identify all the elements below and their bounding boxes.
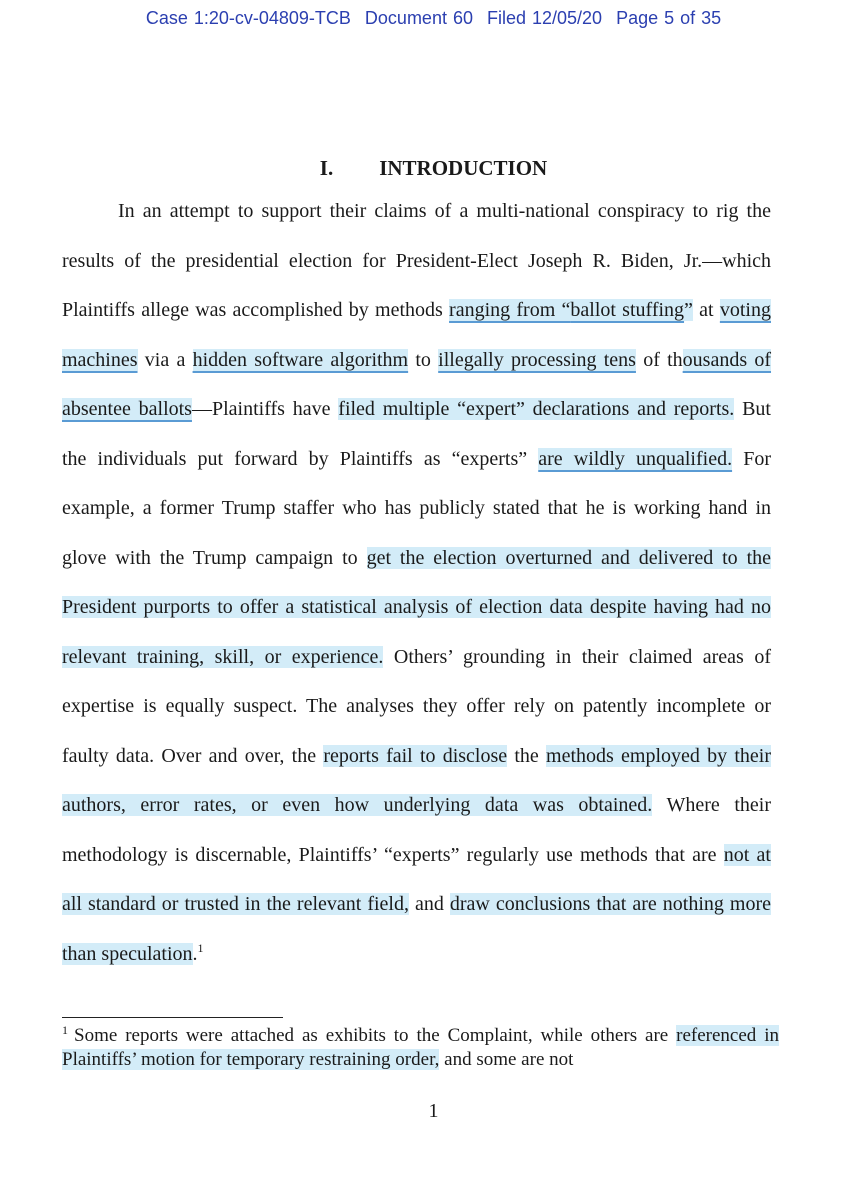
footnote-text: and some are not	[439, 1049, 574, 1070]
highlight[interactable]: methods employed by their authors, error rates, or even how underlying data was obtained.	[62, 744, 771, 816]
footnote	[62, 1024, 779, 1072]
text-run: the	[507, 744, 547, 767]
text-run: .	[192, 942, 198, 965]
text-run: of th	[635, 348, 683, 371]
footnote-highlight[interactable]: referenced in Plaintiffs’ motion for temporary restraining order,	[62, 1025, 779, 1070]
highlight[interactable]: hidden software algorithm	[192, 348, 409, 371]
footnote-marker: 1	[62, 1023, 68, 1037]
filed-date: Filed 12/05/20	[486, 8, 603, 28]
section-number: I.	[319, 156, 334, 180]
highlight-text: ”	[684, 299, 693, 321]
highlight[interactable]: ousands of absentee ballots	[62, 348, 772, 420]
case-number: Case 1:20-cv-04809-TCB	[145, 8, 351, 28]
highlight[interactable]: are wildly unqualified.	[538, 447, 733, 470]
highlight[interactable]: draw conclusions that are nothing more than speculation	[62, 893, 771, 965]
footnote-divider	[62, 1017, 283, 1018]
text-run: Where their methodology is discernable, Plaintiffs’ “experts” regularly use methods that are	[62, 794, 771, 866]
underlined-text: ranging from “	[449, 299, 571, 321]
body-text	[62, 187, 771, 979]
text-run: For example, a former Trump staffer who has publicly stated that he is working hand in glove with the Trump campaign to	[62, 447, 771, 569]
document-number: Document 60	[364, 8, 473, 28]
text-run: to	[408, 348, 439, 371]
intro-paragraph	[62, 187, 771, 979]
text-run: In an attempt to support their claims of a multi-national conspiracy to rig the results of the presidential election for President-Elect Joseph R. Biden, Jr.—which Plaintiffs allege was accomplished by methods	[62, 200, 771, 321]
case-header	[0, 8, 867, 29]
highlight[interactable]: voting machines	[62, 299, 771, 371]
highlight[interactable]: filed multiple “expert” declarations and reports.	[338, 398, 735, 420]
highlight[interactable]: get the election overturned and delivered to the President purports to offer a statistical analysis of election data despite having had no relevant training, skill, or experience.	[62, 546, 772, 668]
highlight[interactable]: reports fail to disclose	[323, 744, 508, 767]
text-run: Others’ grounding in their claimed areas of expertise is equally suspect. The analyses they offer rely on patently incomplete or faulty data. Over and over, the	[62, 645, 771, 767]
highlight[interactable]: not at all standard or trusted in the relevant field,	[62, 843, 771, 915]
page-number: 1	[428, 1100, 439, 1122]
page-indicator: Page 5 of 35	[616, 8, 722, 28]
footnote-text: Some reports were attached as exhibits to the Complaint, while others are	[74, 1025, 677, 1046]
text-run: —Plaintiffs have	[191, 398, 339, 420]
text-run: and	[408, 893, 450, 915]
text-run: But the individuals put forward by Plaintiffs as “experts”	[62, 398, 771, 470]
text-run: at	[692, 299, 720, 321]
section-heading	[0, 156, 867, 181]
text-run: via a	[137, 348, 193, 371]
highlight[interactable]: illegally processing tens	[438, 348, 636, 371]
highlight[interactable]	[449, 299, 693, 321]
section-title: INTRODUCTION	[379, 156, 548, 180]
footnote-reference[interactable]: 1	[197, 940, 204, 955]
underlined-text: ballot stuffing	[570, 299, 685, 321]
